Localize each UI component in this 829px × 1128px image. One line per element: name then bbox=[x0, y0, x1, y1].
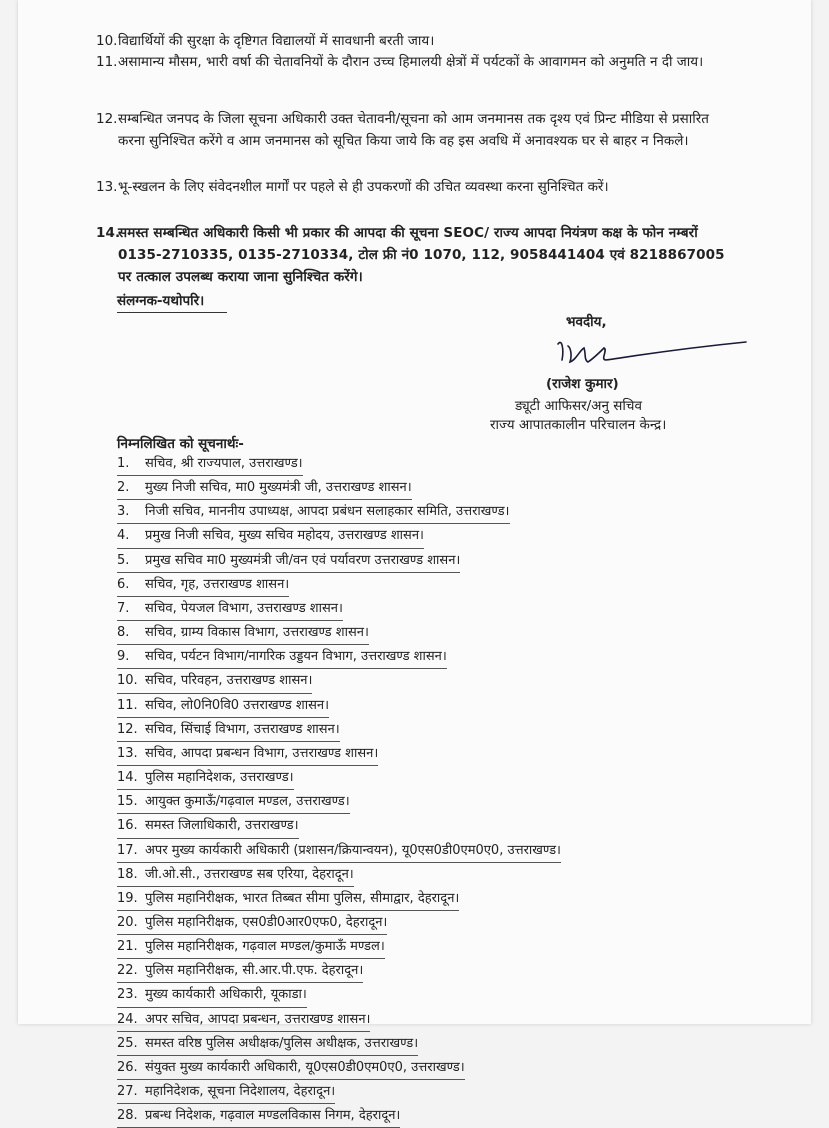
list-number: 23. bbox=[117, 987, 138, 1003]
list-item bbox=[117, 863, 354, 887]
list-item bbox=[117, 1056, 465, 1080]
paragraph-number: 10. bbox=[96, 33, 118, 49]
list-item bbox=[117, 959, 363, 983]
list-item bbox=[117, 887, 459, 911]
list-number: 26. bbox=[117, 1059, 138, 1075]
list-number: 9. bbox=[117, 649, 130, 665]
list-item bbox=[117, 766, 294, 790]
list-text: सचिव, गृह, उत्तराखण्ड शासन। bbox=[145, 576, 290, 592]
list-text: संयुक्त मुख्य कार्यकारी अधिकारी, यू0एस0डी0एम0ए0, उत्तराखण्ड। bbox=[145, 1059, 465, 1075]
list-text: सचिव, ग्राम्य विकास विभाग, उत्तराखण्ड शासन। bbox=[145, 625, 369, 641]
list-item bbox=[117, 1032, 418, 1056]
list-text: समस्त जिलाधिकारी, उत्तराखण्ड। bbox=[145, 818, 299, 834]
list-text: मुख्य निजी सचिव, मा0 मुख्यमंत्री जी, उत्तराखण्ड शासन। bbox=[145, 480, 412, 496]
list-number: 2. bbox=[117, 480, 130, 496]
list-number: 5. bbox=[117, 552, 130, 568]
list-text: पुलिस महानिरीक्षक, एस0डी0आर0एफ0, देहरादून। bbox=[145, 914, 388, 930]
list-number: 24. bbox=[117, 1011, 138, 1027]
list-text: पुलिस महानिरीक्षक, सी.आर.पी.एफ. देहरादून। bbox=[145, 963, 364, 979]
enclosure-underline bbox=[117, 312, 227, 313]
list-text: पुलिस महानिरीक्षक, गढ़वाल मण्डल/कुमाऊँ मण्डल। bbox=[145, 939, 385, 955]
signatory-designation: ड्यूटी आफिसर/अनु सचिव bbox=[515, 398, 642, 414]
paragraph-12 bbox=[96, 108, 740, 152]
list-text: सचिव, सिंचाई विभाग, उत्तराखण्ड शासन। bbox=[145, 721, 340, 737]
list-item bbox=[117, 935, 385, 959]
list-item bbox=[117, 597, 343, 621]
paragraph-text: समस्त सम्बन्धित अधिकारी किसी भी प्रकार की आपदा की सूचना SEOC/ राज्य आपदा नियंत्रण कक्ष के फोन नम्बरों 0135-2710335, 0135-2710334, टोल फ्री नं0 1070, 112, 9058441404 एवं 8218867005 पर तत्काल उपलब्ध कराया जाना सुनिश्चित करेंगे। bbox=[118, 225, 725, 285]
paragraph-number: 11. bbox=[96, 54, 118, 70]
signatory-office: राज्य आपातकालीन परिचालन केन्द्र। bbox=[490, 417, 667, 433]
list-item bbox=[117, 500, 510, 524]
list-item bbox=[117, 1104, 400, 1128]
list-number: 18. bbox=[117, 866, 138, 882]
list-number: 20. bbox=[117, 914, 138, 930]
paragraph-text: असामान्य मौसम, भारी वर्षा की चेतावनियों के दौरान उच्च हिमालयी क्षेत्रों में पर्यटकों के आवागमन को अनुमति न दी जाय। bbox=[118, 54, 704, 70]
handwritten-signature bbox=[540, 326, 750, 376]
list-text: जी.ओ.सी., उत्तराखण्ड सब एरिया, देहरादून। bbox=[145, 866, 354, 882]
list-text: पुलिस महानिरीक्षक, भारत तिब्बत सीमा पुलिस, सीमाद्वार, देहरादून। bbox=[145, 890, 460, 906]
list-text: सचिव, श्री राज्यपाल, उत्तराखण्ड। bbox=[145, 456, 303, 471]
list-text: सचिव, पेयजल विभाग, उत्तराखण्ड शासन। bbox=[145, 600, 343, 616]
paragraph-10 bbox=[96, 30, 740, 52]
list-item bbox=[117, 790, 350, 814]
list-text: मुख्य कार्यकारी अधिकारी, यूकाडा। bbox=[145, 987, 307, 1003]
list-text: आयुक्त कुमाऊँ/गढ़वाल मण्डल, उत्तराखण्ड। bbox=[145, 794, 350, 810]
list-text: अपर मुख्य कार्यकारी अधिकारी (प्रशासन/क्रियान्वयन), यू0एस0डी0एम0ए0, उत्तराखण्ड। bbox=[145, 842, 561, 858]
list-text: सचिव, पर्यटन विभाग/नागरिक उड्डयन विभाग, उत्तराखण्ड शासन। bbox=[145, 649, 447, 665]
list-item bbox=[117, 814, 299, 838]
list-number: 25. bbox=[117, 1035, 138, 1051]
list-item bbox=[117, 718, 340, 742]
list-number: 17. bbox=[117, 842, 138, 858]
list-text: प्रमुख सचिव मा0 मुख्यमंत्री जी/वन एवं पर्यावरण उत्तराखण्ड शासन। bbox=[145, 552, 461, 568]
list-item bbox=[117, 549, 460, 573]
list-number: 3. bbox=[117, 504, 130, 520]
list-item bbox=[117, 1008, 370, 1032]
list-number: 16. bbox=[117, 818, 138, 834]
paragraph-text: भू-स्खलन के लिए संवेदनशील मार्गों पर पहले से ही उपकरणों की उचित व्यवस्था करना सुनिश्चित करें। bbox=[118, 179, 609, 195]
list-number: 19. bbox=[117, 890, 138, 906]
paragraph-text: सम्बन्धित जनपद के जिला सूचना अधिकारी उक्त चेतावनी/सूचना को आम जनमानस तक दृश्य एवं प्रिन्ट मीडिया से प्रसारित करना सुनिश्चित करेंगे व आम जनमानस को सूचित किया जाये कि वह इस अवधि में अनावश्यक घर से बाहर न निकले। bbox=[118, 111, 709, 149]
list-text: प्रमुख निजी सचिव, मुख्य सचिव महोदय, उत्तराखण्ड शासन। bbox=[145, 528, 424, 544]
list-text: महानिदेशक, सूचना निदेशालय, देहरादून। bbox=[145, 1084, 336, 1100]
list-number: 7. bbox=[117, 600, 130, 616]
list-text: निजी सचिव, माननीय उपाध्यक्ष, आपदा प्रबंधन सलाहकार समिति, उत्तराखण्ड। bbox=[145, 504, 510, 520]
list-number: 12. bbox=[117, 721, 138, 737]
list-item bbox=[117, 983, 307, 1007]
list-text: सचिव, परिवहन, उत्तराखण्ड शासन। bbox=[145, 673, 313, 689]
list-text: अपर सचिव, आपदा प्रबन्धन, उत्तराखण्ड शासन। bbox=[145, 1011, 371, 1027]
list-text: समस्त वरिष्ठ पुलिस अधीक्षक/पुलिस अधीक्षक, उत्तराखण्ड। bbox=[145, 1035, 419, 1051]
paragraph-text: विद्यार्थियों की सुरक्षा के दृष्टिगत विद्यालयों में सावधानी बरती जाय। bbox=[118, 33, 435, 49]
list-number: 13. bbox=[117, 745, 138, 761]
list-text: प्रबन्ध निदेशक, गढ़वाल मण्डलविकास निगम, देहरादून। bbox=[145, 1108, 401, 1124]
list-number: 10. bbox=[117, 673, 138, 689]
paragraph-number: 14. bbox=[96, 225, 121, 241]
list-number: 1. bbox=[117, 456, 130, 471]
paragraph-number: 13. bbox=[96, 179, 118, 195]
list-item bbox=[117, 524, 424, 548]
enclosure-label: संलग्नक-यथोपरि। bbox=[117, 293, 205, 309]
list-item bbox=[117, 452, 303, 476]
list-item bbox=[117, 742, 378, 766]
list-item bbox=[117, 669, 312, 693]
paragraph-number: 12. bbox=[96, 111, 118, 127]
list-number: 27. bbox=[117, 1084, 138, 1100]
list-item bbox=[117, 573, 289, 597]
list-item bbox=[117, 694, 329, 718]
copy-to-heading: निम्नलिखित को सूचनार्थः- bbox=[117, 436, 244, 452]
paragraph-11 bbox=[96, 51, 740, 73]
list-item bbox=[117, 911, 387, 935]
list-number: 28. bbox=[117, 1108, 138, 1124]
list-item bbox=[117, 621, 369, 645]
list-number: 11. bbox=[117, 697, 138, 713]
list-item bbox=[117, 476, 412, 500]
list-text: पुलिस महानिदेशक, उत्तराखण्ड। bbox=[145, 770, 294, 786]
list-number: 22. bbox=[117, 963, 138, 979]
list-number: 15. bbox=[117, 794, 138, 810]
list-text: सचिव, आपदा प्रबन्धन विभाग, उत्तराखण्ड शासन। bbox=[145, 745, 379, 761]
list-item bbox=[117, 645, 447, 669]
paragraph-14 bbox=[96, 222, 740, 288]
list-item bbox=[117, 1080, 335, 1104]
list-number: 8. bbox=[117, 625, 130, 641]
closing-text: भवदीय, bbox=[566, 314, 607, 330]
signatory-name: (राजेश कुमार) bbox=[546, 376, 619, 392]
paragraph-13 bbox=[96, 176, 740, 198]
list-text: सचिव, लो0नि0वि0 उत्तराखण्ड शासन। bbox=[145, 697, 330, 713]
copy-to-list bbox=[117, 452, 561, 1128]
list-number: 21. bbox=[117, 939, 138, 955]
list-number: 14. bbox=[117, 770, 138, 786]
list-number: 4. bbox=[117, 528, 130, 544]
list-number: 6. bbox=[117, 576, 130, 592]
list-item bbox=[117, 839, 561, 863]
